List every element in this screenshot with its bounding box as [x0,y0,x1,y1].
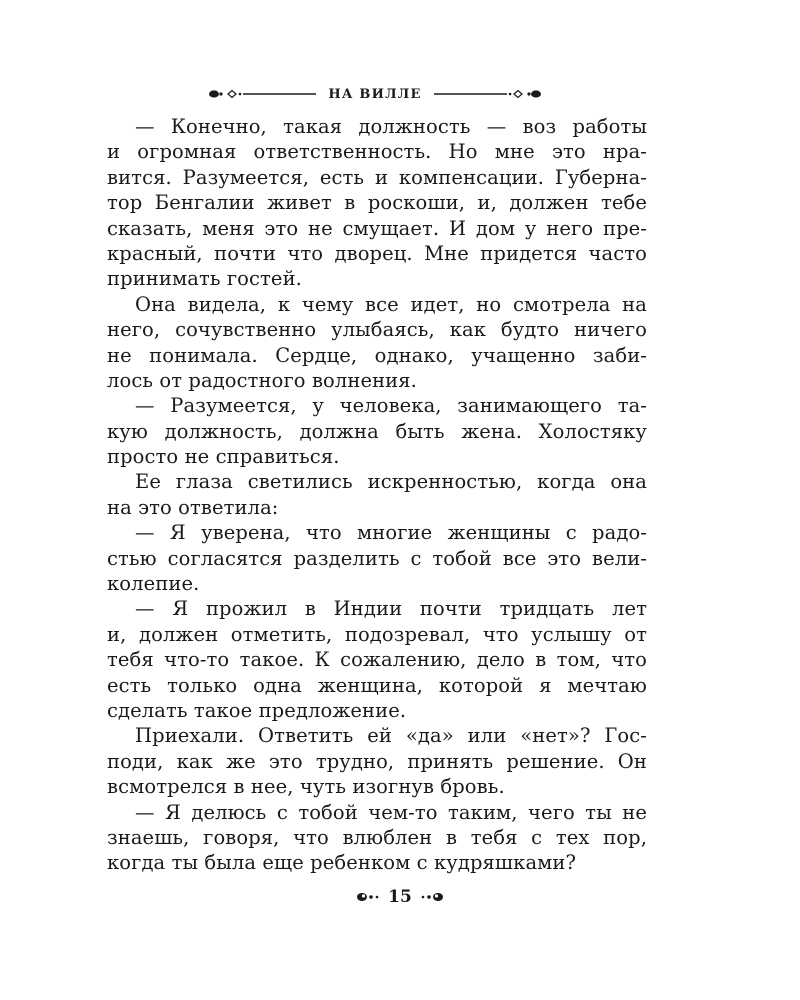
text-line: кую должность, должна быть жена. Холостяку [107,419,647,443]
text-line: красный, почти что дворец. Мне придется часто [107,241,647,265]
text-line: Приехали. Ответить ей «да» или «нет»? Гос- [135,724,647,748]
text-line: вится. Разумеется, есть и компенсации. Губерна- [107,165,647,189]
text-line: тор Бенгалии живет в роскоши, и, должен тебе [107,191,647,215]
text-line: есть только одна женщина, которой я мечтаю [107,673,647,697]
text-line: не понимала. Сердце, однако, учащенно заби- [107,343,647,367]
text-line: принимать гостей. [107,267,302,291]
text-line: Она видела, к чему все идет, но смотрела на [135,292,647,316]
text-line: сказать, меня это не смущает. И дом у него пре- [107,216,647,240]
running-header [205,80,545,108]
text-line: — Я уверена, что многие женщины с радо- [135,521,647,545]
text-line: когда ты была еще ребенком с кудряшками? [107,851,577,875]
text-line: и, должен отметить, подозревал, что услышу от [107,622,647,646]
text-line: тебя что-то такое. К сожалению, дело в том, что [107,648,647,672]
page-footer [0,884,800,910]
running-title: НА ВИЛЛЕ [328,86,422,102]
text-line: — Разумеется, у человека, занимающего та- [135,394,647,418]
text-line: него, сочувственно улыбаясь, как будто ничего [107,318,647,342]
text-line: стью согласятся разделить с тобой все это вели- [107,546,647,570]
text-line: поди, как же это трудно, принять решение. Он [107,749,647,773]
text-line: знаешь, говоря, что влюблен в тебя с тех пор, [107,825,647,849]
text-line: на это ответила: [107,495,279,519]
text-line: лось от радостного волнения. [107,368,417,392]
body-text [107,114,647,876]
text-line: — Конечно, такая должность — воз работы [135,115,647,138]
text-line: — Я делюсь с тобой чем-то таким, чего ты не [135,800,647,824]
text-line: Ее глаза светились искренностью, когда она [135,470,647,494]
text-line: просто не справиться. [107,445,340,469]
text-line: сделать такое предложение. [107,698,407,722]
left-ornament-icon [208,87,318,101]
text-line: — Я прожил в Индии почти тридцать лет [135,597,647,621]
page-number: 15 [388,887,412,907]
text-line: колепие. [107,572,200,596]
left-folio-ornament-icon [356,891,382,903]
right-folio-ornament-icon [418,891,444,903]
right-ornament-icon [432,87,542,101]
text-line: всмотрелся в нее, чуть изогнув бровь. [107,775,505,799]
text-line: и огромная ответственность. Но мне это нра- [107,140,647,164]
